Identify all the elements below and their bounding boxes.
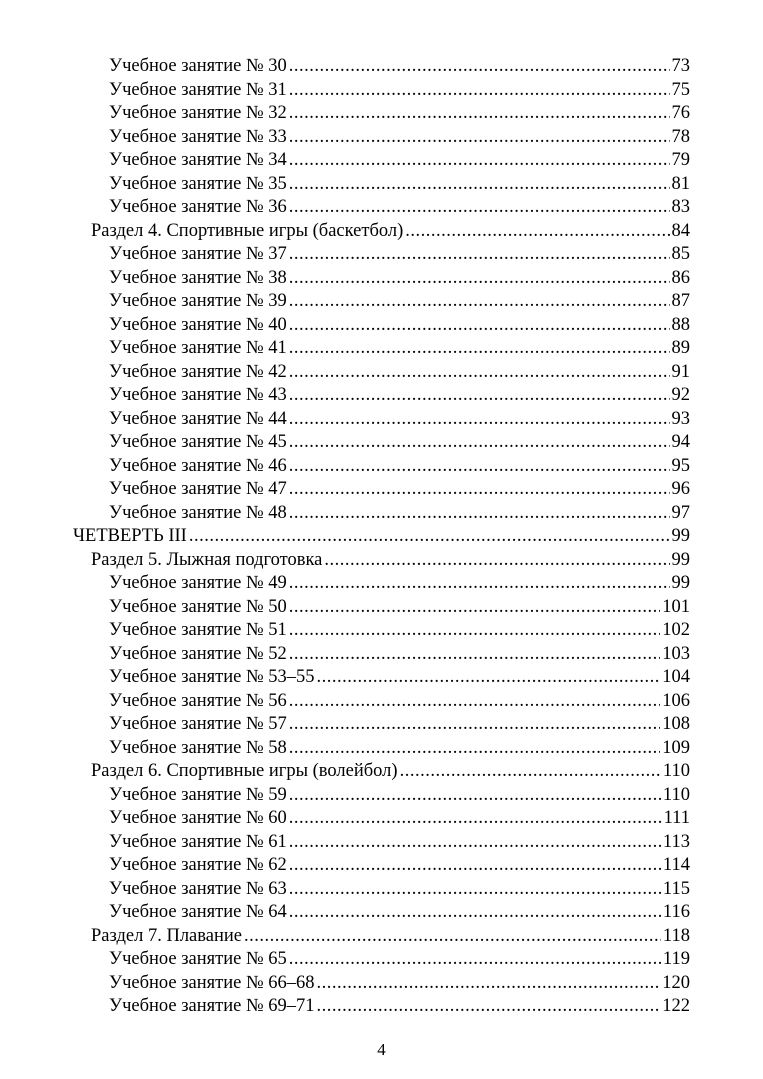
toc-lesson-row[interactable] [73, 502, 690, 526]
toc-entry-page: 99 [671, 573, 690, 593]
toc-entry-page: 96 [671, 479, 690, 499]
toc-entry-label: Учебное занятие № 63 [109, 878, 287, 899]
toc-section-row[interactable] [73, 760, 690, 784]
toc-lesson-row[interactable] [73, 878, 690, 902]
toc-entry-label: Учебное занятие № 64 [109, 902, 287, 922]
toc-entry-label: Учебное занятие № 35 [109, 173, 287, 194]
dot-leader [317, 995, 661, 1019]
toc-lesson-row[interactable] [73, 972, 690, 996]
dot-leader [289, 314, 670, 338]
toc-lesson-row[interactable] [73, 643, 690, 667]
toc-entry-label: Учебное занятие № 32 [109, 103, 287, 123]
toc-entry-label: Учебное занятие № 61 [109, 831, 287, 852]
toc-entry-label: Учебное занятие № 65 [109, 949, 287, 969]
dot-leader [289, 173, 670, 197]
toc-entry-label: Учебное занятие № 33 [109, 126, 287, 147]
toc-entry-label: Учебное занятие № 39 [109, 291, 287, 311]
toc-lesson-row[interactable] [73, 784, 690, 808]
dot-leader [289, 384, 670, 408]
toc-entry-page: 73 [671, 56, 690, 76]
dot-leader [289, 55, 670, 79]
dot-leader [289, 455, 670, 479]
toc-entry-page: 102 [662, 620, 690, 640]
toc-entry-page: 110 [662, 784, 690, 805]
dot-leader [289, 784, 661, 808]
page-number: 4 [377, 1040, 386, 1059]
toc-entry-page: 95 [671, 455, 690, 476]
toc-entry-page: 110 [662, 761, 690, 781]
toc-lesson-row[interactable] [73, 572, 690, 596]
toc-lesson-row[interactable] [73, 831, 690, 855]
dot-leader [317, 972, 661, 996]
toc-entry-label: Раздел 4. Спортивные игры (баскетбол) [91, 220, 404, 241]
dot-leader [289, 713, 660, 737]
toc-entry-label: Учебное занятие № 43 [109, 385, 287, 405]
dot-leader [289, 690, 660, 714]
dot-leader [289, 619, 660, 643]
toc-section-row[interactable] [73, 925, 690, 949]
dot-leader [289, 79, 670, 103]
toc-lesson-row[interactable] [73, 431, 690, 455]
toc-entry-page: 78 [671, 126, 690, 147]
toc-lesson-row[interactable] [73, 455, 690, 479]
toc-entry-label: Учебное занятие № 59 [109, 784, 287, 805]
toc-lesson-row[interactable] [73, 290, 690, 314]
toc-entry-page: 104 [662, 667, 690, 687]
toc-lesson-row[interactable] [73, 995, 690, 1019]
toc-entry-page: 114 [662, 855, 690, 875]
toc-entry-label: Учебное занятие № 47 [109, 479, 287, 499]
toc-section-row[interactable] [73, 220, 690, 244]
toc-entry-label: Учебное занятие № 46 [109, 455, 287, 476]
toc-lesson-row[interactable] [73, 690, 690, 714]
toc-entry-page: 120 [662, 972, 690, 993]
toc-entry-label: Учебное занятие № 66–68 [109, 972, 315, 993]
toc-entry-label: Учебное занятие № 42 [109, 361, 287, 382]
toc-entry-page: 111 [663, 808, 690, 828]
toc-entry-page: 85 [671, 244, 690, 264]
toc-lesson-row[interactable] [73, 948, 690, 972]
toc-lesson-row[interactable] [73, 384, 690, 408]
toc-lesson-row[interactable] [73, 55, 690, 79]
table-of-contents [73, 55, 690, 1019]
toc-entry-page: 115 [662, 878, 690, 899]
toc-entry-page: 106 [662, 690, 690, 711]
toc-lesson-row[interactable] [73, 243, 690, 267]
toc-lesson-row[interactable] [73, 478, 690, 502]
dot-leader [289, 408, 670, 432]
dot-leader [289, 243, 670, 267]
toc-entry-label: Учебное занятие № 53–55 [109, 667, 315, 687]
toc-lesson-row[interactable] [73, 126, 690, 150]
toc-entry-page: 116 [662, 902, 690, 922]
dot-leader [289, 337, 670, 361]
toc-entry-page: 113 [662, 831, 690, 852]
toc-entry-label: Учебное занятие № 56 [109, 690, 287, 711]
toc-entry-label: Раздел 5. Лыжная подготовка [91, 549, 323, 570]
dot-leader [400, 760, 661, 784]
dot-leader [244, 925, 661, 949]
toc-entry-label: Учебное занятие № 37 [109, 244, 287, 264]
toc-entry-label: Учебное занятие № 57 [109, 714, 287, 734]
toc-entry-page: 76 [671, 103, 690, 123]
dot-leader [289, 149, 670, 173]
toc-lesson-row[interactable] [73, 807, 690, 831]
dot-leader [289, 737, 660, 761]
toc-entry-page: 79 [671, 150, 690, 170]
toc-entry-label: Учебное занятие № 31 [109, 79, 287, 100]
toc-lesson-row[interactable] [73, 854, 690, 878]
toc-entry-label: Учебное занятие № 40 [109, 314, 287, 335]
toc-lesson-row[interactable] [73, 196, 690, 220]
dot-leader [289, 948, 661, 972]
dot-leader [405, 220, 669, 244]
toc-entry-page: 97 [671, 502, 690, 523]
dot-leader [289, 831, 661, 855]
dot-leader [289, 361, 670, 385]
toc-entry-label: Учебное занятие № 44 [109, 408, 287, 429]
toc-entry-label: Учебное занятие № 34 [109, 150, 287, 170]
toc-lesson-row[interactable] [73, 737, 690, 761]
dot-leader [289, 854, 661, 878]
dot-leader [289, 267, 670, 291]
toc-entry-label: Учебное занятие № 49 [109, 573, 287, 593]
toc-entry-label: Учебное занятие № 45 [109, 432, 287, 452]
toc-entry-label: Учебное занятие № 62 [109, 855, 287, 875]
toc-entry-label: Учебное занятие № 41 [109, 338, 287, 358]
toc-section-row[interactable] [73, 549, 690, 573]
toc-lesson-row[interactable] [73, 408, 690, 432]
toc-entry-page: 86 [671, 267, 690, 288]
toc-entry-label: Учебное занятие № 30 [109, 56, 287, 76]
toc-entry-page: 88 [671, 314, 690, 335]
toc-entry-page: 87 [671, 291, 690, 311]
toc-entry-page: 101 [662, 596, 690, 617]
toc-lesson-row[interactable] [73, 79, 690, 103]
toc-entry-page: 92 [671, 385, 690, 405]
toc-entry-page: 93 [671, 408, 690, 429]
toc-entry-label: Учебное занятие № 38 [109, 267, 287, 288]
dot-leader [289, 502, 670, 526]
toc-entry-label: Учебное занятие № 36 [109, 197, 287, 217]
dot-leader [189, 525, 670, 549]
toc-entry-page: 94 [671, 432, 690, 452]
dot-leader [289, 126, 670, 150]
toc-entry-page: 99 [671, 549, 690, 570]
dot-leader [289, 643, 660, 667]
toc-entry-label: Раздел 7. Плавание [91, 925, 242, 946]
toc-lesson-row[interactable] [73, 267, 690, 291]
toc-part-row[interactable] [73, 525, 690, 549]
toc-entry-label: Учебное занятие № 69–71 [109, 996, 315, 1016]
dot-leader [289, 196, 670, 220]
toc-entry-page: 89 [671, 338, 690, 358]
toc-lesson-row[interactable] [73, 596, 690, 620]
toc-entry-page: 103 [662, 643, 690, 664]
toc-entry-page: 109 [662, 737, 690, 758]
toc-entry-page: 84 [671, 220, 690, 241]
dot-leader [289, 596, 660, 620]
toc-entry-label: Учебное занятие № 50 [109, 596, 287, 617]
toc-entry-page: 99 [671, 526, 690, 546]
toc-lesson-row[interactable] [73, 102, 690, 126]
toc-entry-label: Учебное занятие № 58 [109, 737, 287, 758]
toc-lesson-row[interactable] [73, 337, 690, 361]
toc-entry-label: Учебное занятие № 60 [109, 808, 287, 828]
toc-lesson-row[interactable] [73, 901, 690, 925]
toc-lesson-row[interactable] [73, 173, 690, 197]
toc-entry-label: Учебное занятие № 48 [109, 502, 287, 523]
toc-entry-page: 108 [662, 714, 690, 734]
dot-leader [289, 572, 670, 596]
toc-lesson-row[interactable] [73, 666, 690, 690]
toc-entry-label: Учебное занятие № 52 [109, 643, 287, 664]
toc-entry-page: 119 [662, 949, 690, 969]
dot-leader [289, 478, 670, 502]
toc-entry-label: Учебное занятие № 51 [109, 620, 287, 640]
dot-leader [289, 878, 661, 902]
toc-lesson-row[interactable] [73, 314, 690, 338]
toc-entry-page: 118 [662, 925, 690, 946]
toc-entry-label: ЧЕТВЕРТЬ III [73, 526, 187, 546]
toc-entry-page: 81 [671, 173, 690, 194]
toc-lesson-row[interactable] [73, 149, 690, 173]
toc-entry-page: 91 [671, 361, 690, 382]
dot-leader [324, 549, 669, 573]
toc-entry-label: Раздел 6. Спортивные игры (волейбол) [91, 761, 398, 781]
toc-entry-page: 75 [671, 79, 690, 100]
dot-leader [289, 431, 670, 455]
toc-entry-page: 122 [662, 996, 690, 1016]
dot-leader [317, 666, 661, 690]
toc-lesson-row[interactable] [73, 619, 690, 643]
toc-entry-page: 83 [671, 197, 690, 217]
dot-leader [289, 807, 662, 831]
toc-lesson-row[interactable] [73, 361, 690, 385]
dot-leader [289, 102, 670, 126]
dot-leader [289, 901, 661, 925]
toc-lesson-row[interactable] [73, 713, 690, 737]
dot-leader [289, 290, 670, 314]
